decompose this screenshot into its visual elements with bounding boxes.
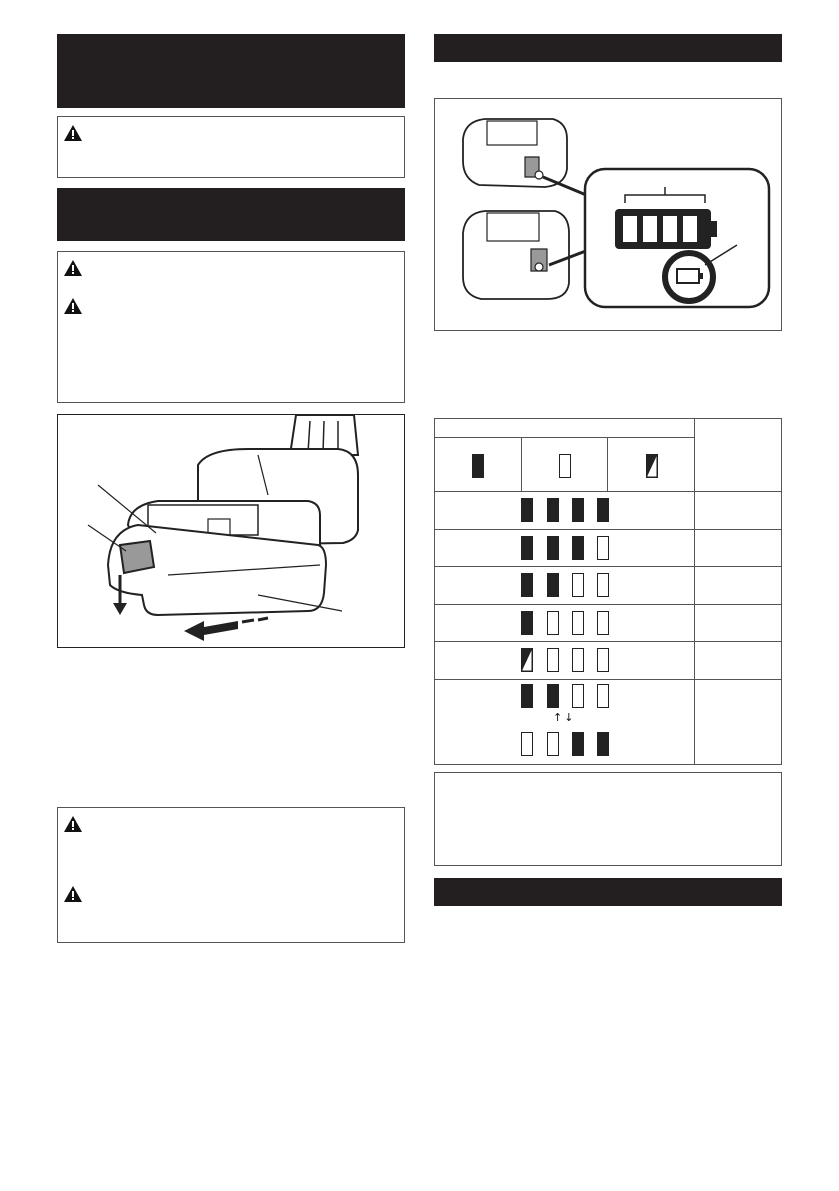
table-row xyxy=(434,491,695,530)
section-header-left-2 xyxy=(57,188,405,241)
caution-box-1 xyxy=(57,116,405,178)
section-header-left-1 xyxy=(57,34,405,108)
table-row-remaining xyxy=(694,491,782,530)
warning-triangle-icon xyxy=(64,886,82,902)
note-box xyxy=(434,772,782,866)
segment-lit xyxy=(597,732,609,756)
legend-off xyxy=(521,437,608,492)
segment-off xyxy=(597,536,609,560)
segment-blinking xyxy=(521,648,533,672)
table-row xyxy=(434,641,695,680)
segment-lit xyxy=(547,536,559,560)
table-row-remaining xyxy=(694,566,782,605)
segment-lit xyxy=(521,498,533,522)
segment-lit xyxy=(572,732,584,756)
legend-lit-icon xyxy=(472,454,484,478)
segment-off xyxy=(597,573,609,597)
segment-off xyxy=(572,573,584,597)
table-row-alternating xyxy=(434,679,695,766)
segment-off xyxy=(547,611,559,635)
segment-off xyxy=(597,611,609,635)
warning-triangle-icon xyxy=(64,298,82,314)
warning-triangle-icon xyxy=(64,816,82,832)
battery-indicator-drawing xyxy=(435,99,781,330)
segment-lit xyxy=(547,573,559,597)
segment-lit xyxy=(572,536,584,560)
legend-blinking xyxy=(607,437,695,492)
legend-blinking-icon xyxy=(646,454,658,478)
legend-off-icon xyxy=(559,454,571,478)
table-row-remaining xyxy=(694,604,782,643)
segment-lit xyxy=(521,573,533,597)
segment-off xyxy=(597,684,609,708)
segment-off xyxy=(572,648,584,672)
table-row xyxy=(434,604,695,643)
table-row-remaining xyxy=(694,679,782,766)
table-row xyxy=(434,566,695,605)
alternate-arrows: ↑↓ xyxy=(553,710,576,724)
segment-off xyxy=(572,684,584,708)
segment-off xyxy=(572,611,584,635)
segment-off xyxy=(597,648,609,672)
segment-lit xyxy=(547,498,559,522)
battery-removal-illustration xyxy=(57,414,405,648)
table-header-lamps xyxy=(434,418,695,438)
table-header-remaining xyxy=(694,418,782,492)
battery-indicator-illustration xyxy=(434,98,782,331)
table-row xyxy=(434,529,695,568)
indicator-table xyxy=(434,418,782,765)
segment-off xyxy=(547,648,559,672)
warning-triangle-icon xyxy=(64,125,82,141)
caution-box-3 xyxy=(57,807,405,943)
section-header-right-2 xyxy=(434,878,782,906)
segment-lit xyxy=(521,536,533,560)
segment-lit xyxy=(521,611,533,635)
caution-box-2 xyxy=(57,251,405,403)
section-header-right-1 xyxy=(434,34,782,62)
segment-off xyxy=(521,732,533,756)
table-row-remaining xyxy=(694,641,782,680)
segment-lit xyxy=(547,684,559,708)
legend-lit xyxy=(434,437,522,492)
segment-lit xyxy=(572,498,584,522)
table-row-remaining xyxy=(694,529,782,568)
segment-lit xyxy=(521,684,533,708)
segment-lit xyxy=(597,498,609,522)
tool-battery-drawing xyxy=(58,415,404,647)
warning-triangle-icon xyxy=(64,260,82,276)
segment-off xyxy=(547,732,559,756)
